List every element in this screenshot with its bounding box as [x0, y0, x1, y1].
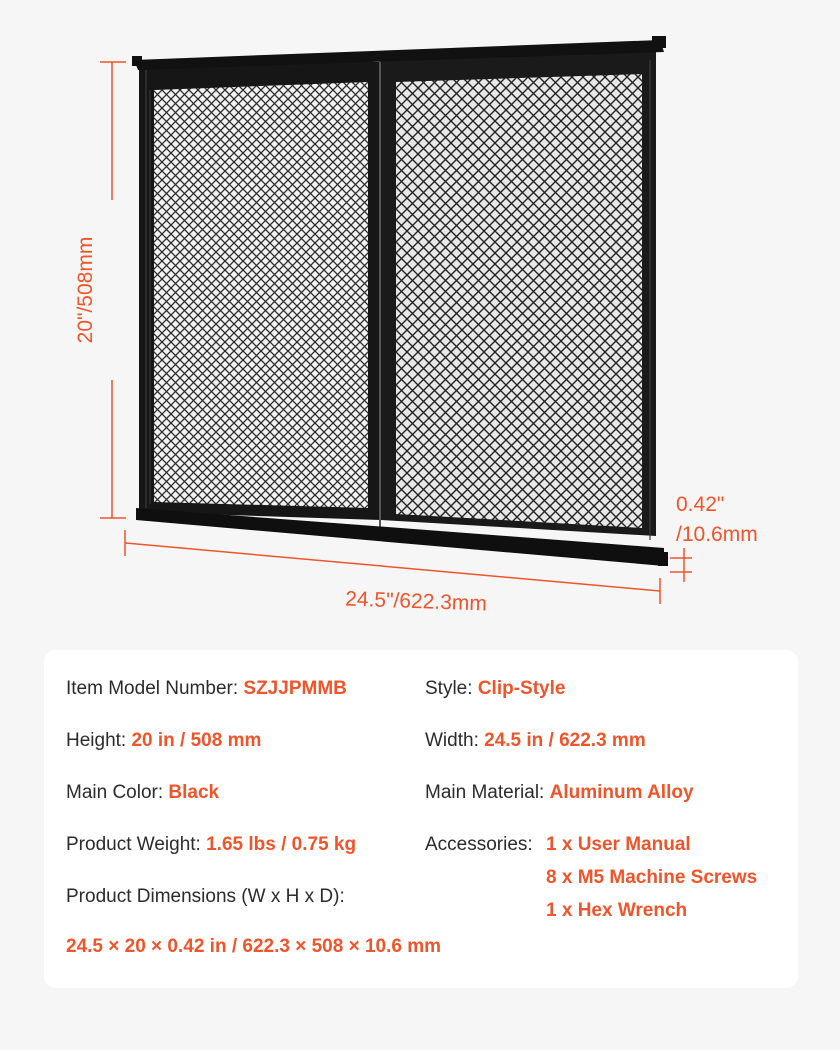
spec-width-value: 24.5 in / 622.3 mm [484, 730, 646, 751]
accessory-item: 8 x M5 Machine Screws [546, 867, 758, 888]
accessory-item: 1 x Hex Wrench [546, 900, 688, 921]
spec-weight [66, 834, 356, 856]
spec-dimensions-value-text: 24.5 × 20 × 0.42 in / 622.3 × 508 × 10.6 mm [66, 936, 441, 957]
depth-label-line1: 0.42" [676, 493, 725, 516]
depth-dimension-line [670, 548, 692, 582]
spec-width [425, 730, 646, 752]
spec-card [44, 650, 798, 988]
spec-style-label: Style: [425, 678, 478, 699]
spec-model [66, 678, 347, 700]
height-dimension-line [100, 62, 126, 518]
spec-color [66, 782, 219, 804]
spec-material-value: Aluminum Alloy [549, 782, 694, 803]
width-dimension-label: 24.5"/622.3mm [344, 587, 488, 616]
spec-style [425, 678, 565, 700]
accessory-item: 1 x User Manual [546, 834, 691, 855]
spec-color-value: Black [168, 782, 220, 803]
spec-weight-value: 1.65 lbs / 0.75 kg [206, 834, 357, 855]
height-dimension-label: 20"/508mm [74, 236, 97, 344]
spec-dimensions-label: Product Dimensions (W x H x D): [66, 886, 345, 907]
spec-height [66, 730, 261, 752]
spec-color-label: Main Color: [66, 782, 169, 803]
spec-material-label: Main Material: [425, 782, 550, 803]
spec-height-label: Height: [66, 730, 132, 751]
left-screen-panel [139, 62, 380, 520]
spec-model-label: Item Model Number: [66, 678, 244, 699]
depth-dimension-label [676, 490, 758, 550]
spec-height-value: 20 in / 508 mm [131, 730, 262, 751]
spec-model-value: SZJJPMMB [243, 678, 347, 699]
spec-accessories-label: Accessories: [425, 834, 533, 855]
spec-width-label: Width: [425, 730, 485, 751]
depth-label-line2: /10.6mm [676, 523, 758, 546]
right-screen-panel [380, 48, 656, 540]
spec-weight-label: Product Weight: [66, 834, 207, 855]
spec-style-value: Clip-Style [477, 678, 566, 699]
spec-material [425, 782, 694, 804]
spec-dimensions-value [66, 936, 441, 958]
